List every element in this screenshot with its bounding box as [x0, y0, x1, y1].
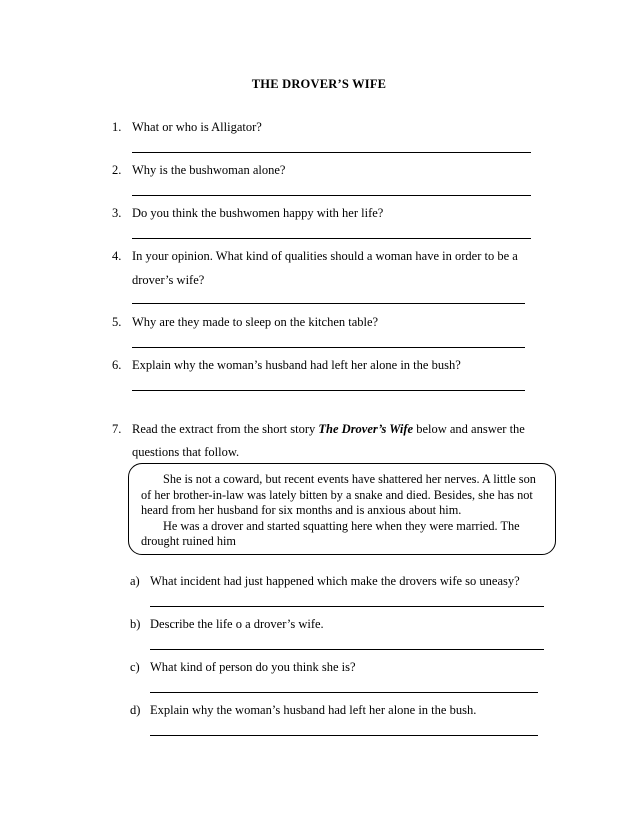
question-3-text: Do you think the bushwomen happy with her life? — [132, 206, 384, 220]
answer-line-4[interactable] — [132, 303, 525, 304]
question-5-text: Why are they made to sleep on the kitchen table? — [132, 315, 379, 329]
question-6-text: Explain why the woman’s husband had left her alone in the bush? — [132, 358, 461, 372]
answer-line-b[interactable] — [150, 649, 544, 650]
answer-line-a[interactable] — [150, 606, 544, 607]
subquestion-d-letter: d) — [130, 703, 141, 717]
subquestion-a-letter: a) — [130, 574, 140, 588]
question-6-number: 6. — [112, 358, 122, 372]
question-1-number: 1. — [112, 120, 122, 134]
question-2-number: 2. — [112, 163, 122, 177]
answer-line-5[interactable] — [132, 347, 525, 348]
question-7-number: 7. — [112, 422, 122, 436]
question-4-text: In your opinion. What kind of qualities should a woman have in order to be a — [132, 249, 518, 263]
question-4-number: 4. — [112, 249, 122, 263]
extract-text — [141, 472, 549, 550]
answer-line-6[interactable] — [132, 390, 525, 391]
answer-line-c[interactable] — [150, 692, 538, 693]
subquestion-c-text: What kind of person do you think she is? — [150, 660, 356, 674]
question-2-text: Why is the bushwoman alone? — [132, 163, 286, 177]
subquestion-d-text: Explain why the woman’s husband had left her alone in the bush. — [150, 703, 477, 717]
question-4-text-line2: drover’s wife? — [132, 273, 205, 287]
subquestion-b-letter: b) — [130, 617, 141, 631]
extract-paragraph-1: She is not a coward, but recent events have shattered her nerves. A little son of her brother-in-law was lately bitten by a snake and died. Besides, she has not heard from her husband for six months and is anxious about him. — [141, 472, 536, 517]
question-3-number: 3. — [112, 206, 122, 220]
subquestion-b-text: Describe the life o a drover’s wife. — [150, 617, 324, 631]
story-title: The Drover’s Wife — [318, 422, 414, 436]
answer-line-3[interactable] — [132, 238, 531, 239]
subquestion-c-letter: c) — [130, 660, 140, 674]
extract-paragraph-2: He was a drover and started squatting here when they were married. The drought ruined him — [141, 518, 520, 548]
subquestion-a-text: What incident had just happened which make the drovers wife so uneasy? — [150, 574, 520, 588]
question-7-text: Read the extract from the short story The Drover’s Wife below and answer the — [132, 422, 525, 436]
answer-line-1[interactable] — [132, 152, 531, 153]
question-5-number: 5. — [112, 315, 122, 329]
answer-line-2[interactable] — [132, 195, 531, 196]
answer-line-d[interactable] — [150, 735, 538, 736]
worksheet-title: THE DROVER’S WIFE — [251, 77, 387, 91]
question-1-text: What or who is Alligator? — [132, 120, 262, 134]
question-7-text-line2: questions that follow. — [132, 445, 240, 459]
